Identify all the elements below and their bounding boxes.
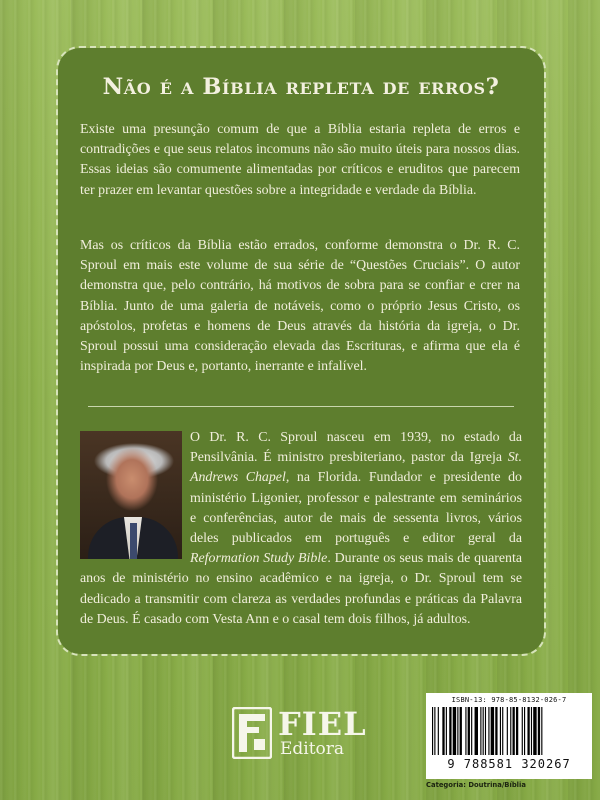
section-divider <box>88 406 514 407</box>
barcode-bars <box>432 707 586 755</box>
fiel-logo-icon <box>232 707 272 759</box>
bio-text-2: na Florida. Fundador e presidente do ministério Ligonier, professor e palestrante em seminários e conferências, autor de mais de sessenta livros, vários deles publicados em português e editor geral da <box>190 470 522 547</box>
author-photo <box>80 431 182 559</box>
text-panel <box>58 48 544 654</box>
publisher-name: FIEL <box>278 705 367 743</box>
barcode-label <box>426 693 592 779</box>
bio-text-1: O Dr. R. C. Sproul nasceu em 1939, no estado da Pensilvânia. É ministro presbiteriano, pastor da Igreja <box>190 430 522 466</box>
bio-text-3: . Durante os seus mais de quarenta anos de ministério no ensino acadêmico e na igreja, o Dr. Sproul tem se dedicado a transmitir com clareza as verdades profundas e práticas da Palavra de Deus. É casado com Vesta Ann e o casal tem dois filhos, já adultos. <box>80 551 522 627</box>
page-title: Não é a Bíblia repleta de erros? <box>102 74 500 100</box>
bio-church: St. Andrews Chapel, <box>190 450 522 486</box>
barcode-number: 9 788581 320267 <box>447 757 571 771</box>
category-label: Categoria: Doutrina/Bíblia <box>426 781 526 789</box>
body-paragraph: Mas os críticos da Bíblia estão errados, conforme demonstra o Dr. R. C. Sproul em mais este volume de sua série de “Questões Cruciais”. O autor demonstra que, pelo contrário, há motivos de sobra para se confiar e crer na Bíblia. Junto de uma galeria de notáveis, como o próprio Jesus Cristo, os apóstolos, profetas e homens de Deus através da história da igreja, o Dr. Sproul possui uma consideração elevada das Escrituras, e afirma que ela é inspirada por Deus e, portanto, inerrante e infalível. <box>80 238 520 375</box>
author-photo-tie <box>130 523 137 559</box>
intro-paragraph: Existe uma presunção comum de que a Bíblia estaria repleta de erros e contradições e que seus relatos incomuns não são muito úteis para nossos dias. Essas ideias são comumente alimentadas por críticos e eruditos que parecem ter prazer em levantar questões sobre a integridade e verdade da Bíblia. <box>80 122 520 198</box>
bio-bible-title: Reformation Study Bible <box>190 551 328 567</box>
isbn-text: ISBN-13: 978-85-8132-026-7 <box>451 696 567 704</box>
publisher-logo <box>232 705 392 765</box>
publisher-subtitle: Editora <box>280 739 345 759</box>
